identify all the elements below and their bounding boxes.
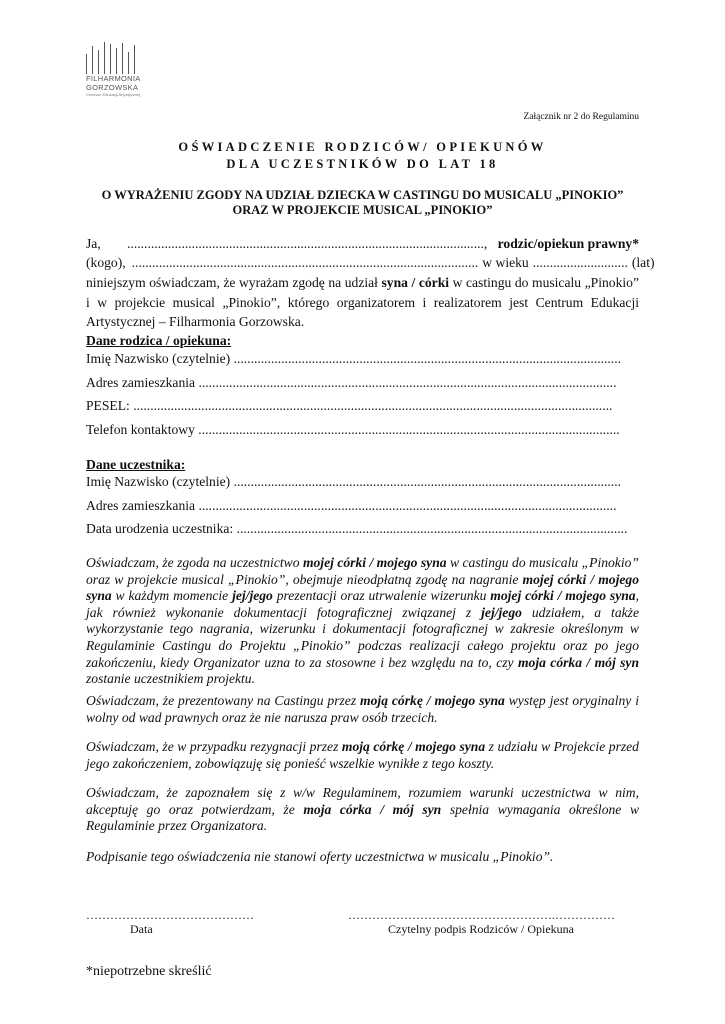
s1b: mojej córki / mojego syna: [302, 555, 447, 570]
intro-line-1: [86, 236, 639, 252]
child-name-fill-field[interactable]: ......................................................................................................: [131, 255, 479, 270]
document-title-line2: DLA UCZESTNIKÓW DO LAT 18: [226, 157, 499, 171]
s1h: mojej córki / mojego syna: [490, 588, 636, 604]
logo-line2: GORZOWSKA: [86, 83, 139, 92]
document-subtitle-line2: ORAZ W PROJEKCIE MUSICAL „PINOKIO”: [232, 203, 493, 217]
consent-text-2: w castingu do musicalu „Pinokio” i w projekcie musical „Pinokio”, którego organizatorem i realizatorem jest Centrum Edukacji Artystycznej – Filharmonia Gorzowska.: [86, 275, 640, 329]
consent-text-1: niniejszym oświadczam, że wyrażam zgodę na udział: [86, 275, 382, 290]
s3a: Oświadczam, że w przypadku rezygnacji przez: [86, 739, 342, 754]
parent-role: rodzic/opiekun prawny*: [497, 236, 639, 251]
logo: [86, 74, 141, 98]
s1k: udziałem, a także wykorzystanie tego nagrania, wizerunku i dokumentacji fotograficznej w zakresie określonym w Regulaminie Castingu do Projektu „Pinokio” podczas realizacji całego projektu oraz po jego zakończeniu, kiedy Organizator uzna to za stosowne i bez względu na to, czy: [86, 604, 639, 670]
s1g: prezentacji oraz utrwalenie wizerunku: [272, 588, 491, 604]
s1j: jej/jego: [481, 604, 522, 620]
kogo-label: (kogo),: [86, 255, 126, 270]
name-fill-field[interactable]: .........................................................................................................,: [127, 236, 488, 251]
lat-label: (lat): [631, 255, 655, 270]
s2a: Oświadczam, że prezentowany na Castingu przez: [86, 693, 361, 708]
date-signature-line[interactable]: ……………………………………: [86, 908, 254, 922]
parent-name-field[interactable]: Imię Nazwisko (czytelnie) ..................................................................................................................: [86, 351, 622, 366]
statement-3: [86, 739, 639, 772]
document-subtitle: O WYRAŻENIU ZGODY NA UDZIAŁ DZIECKA W CASTINGU DO MUSICALU „PINOKIO”: [101, 188, 624, 202]
s4a: Oświadczam, że zapoznałem się z w/w Regulaminem, rozumiem warunki uczestnictwa w nim, akceptuję go oraz potwierdzam, że: [86, 785, 639, 817]
s1e: w każdym momencie: [111, 588, 233, 604]
s2c: występ jest oryginalny i wolny od wad prawnych oraz że nie narusza praw osób trzecich.: [86, 693, 639, 725]
s1c: w castingu do musicalu „Pinokio” oraz w projekcie musical „Pinokio”, obejmuje nieodpłatną zgodę na nagranie: [86, 555, 639, 587]
parent-signature-line[interactable]: …………………………………………….……………: [348, 908, 615, 922]
s3b: moją córkę / mojego syna: [341, 739, 486, 754]
s2b: moją córkę / mojego syna: [360, 693, 505, 708]
parent-address-field[interactable]: Adres zamieszkania ...........................................................................................................................: [86, 375, 617, 390]
s1a: Oświadczam, że zgoda na uczestnictwo: [86, 555, 303, 570]
s1i: , jak również wykonanie dokumentacji fotograficznej związanej z: [86, 588, 639, 620]
consent-text-bold: syna / córki: [381, 275, 450, 290]
statement-5: Podpisanie tego oświadczenia nie stanowi oferty uczestnictwa w musicalu „Pinokio”.: [86, 849, 554, 864]
s1l: moja córka / mój syn: [517, 654, 640, 670]
annex-label: Załącznik nr 2 do Regulaminu: [523, 112, 639, 122]
s1m: zostanie uczestnikiem projektu.: [86, 671, 256, 687]
s1d: mojej córki / mojego syna: [86, 571, 640, 604]
parent-pesel-field[interactable]: PESEL: .............................................................................................................................................: [86, 398, 613, 413]
document-title: OŚWIADCZENIE RODZICÓW/ OPIEKUNÓW: [178, 140, 547, 154]
statement-2: [86, 693, 639, 726]
footnote: *niepotrzebne skreślić: [86, 964, 212, 979]
statement-1: [86, 555, 639, 688]
consent-paragraph: [86, 273, 639, 332]
age-fill-field[interactable]: ............................: [532, 255, 628, 270]
s4b: moja córka / mój syn: [303, 801, 442, 817]
ja-label: Ja,: [86, 236, 101, 251]
logo-bars-icon: [86, 42, 140, 74]
s3c: z udziału w Projekcie przed jego zakończeniem, zobowiązuję się ponieść wszelkie wynikłe z tego koszty.: [86, 739, 639, 771]
s1f: jej/jego: [232, 588, 273, 604]
participant-section-heading: Dane uczestnika:: [86, 457, 186, 472]
wieku-label: w wieku: [482, 255, 529, 270]
participant-address-field[interactable]: Adres zamieszkania ...........................................................................................................................: [86, 498, 617, 513]
signature-label: Czytelny podpis Rodziców / Opiekuna: [388, 922, 574, 936]
s4c: spełnia wymagania określone w Regulaminie przez Organizatora.: [86, 801, 640, 834]
parent-phone-field[interactable]: Telefon kontaktowy ............................................................................................................................: [86, 422, 620, 437]
logo-line3: Centrum Edukacji Artystycznej: [86, 92, 141, 97]
intro-line-2: [86, 255, 655, 271]
participant-name-field[interactable]: Imię Nazwisko (czytelnie) ..................................................................................................................: [86, 474, 622, 489]
participant-birthdate-field[interactable]: Data urodzenia uczestnika: ...................................................................................................................: [86, 521, 628, 536]
logo-line1: FILHARMONIA: [86, 74, 141, 83]
date-label: Data: [130, 922, 153, 936]
statement-4: [86, 785, 639, 835]
parent-section-heading: Dane rodzica / opiekuna:: [86, 333, 232, 348]
